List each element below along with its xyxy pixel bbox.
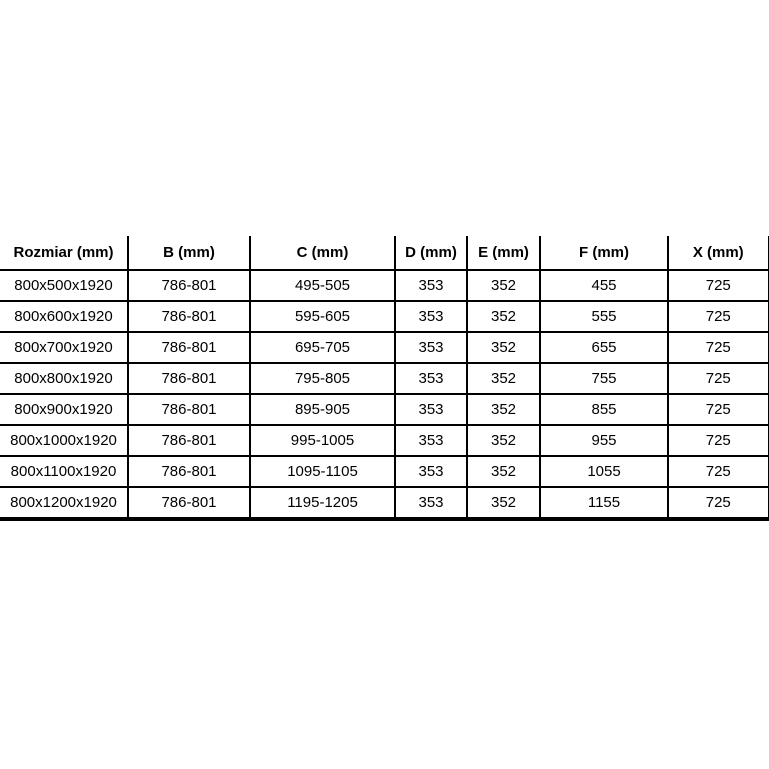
table-cell: 800x1100x1920 — [0, 456, 128, 487]
table-row — [0, 332, 769, 363]
table-cell: 352 — [467, 394, 540, 425]
table-cell: 725 — [668, 425, 769, 456]
table-cell: 895-905 — [250, 394, 395, 425]
table-cell: 595-605 — [250, 301, 395, 332]
column-header: F (mm) — [540, 236, 668, 270]
table-cell: 725 — [668, 363, 769, 394]
table-cell: 495-505 — [250, 270, 395, 301]
table-cell: 755 — [540, 363, 668, 394]
table-cell: 995-1005 — [250, 425, 395, 456]
table-cell: 1155 — [540, 487, 668, 519]
table-cell: 353 — [395, 487, 467, 519]
table-cell: 555 — [540, 301, 668, 332]
table-cell: 1195-1205 — [250, 487, 395, 519]
table-cell: 800x800x1920 — [0, 363, 128, 394]
table-cell: 786-801 — [128, 456, 250, 487]
table-cell: 352 — [467, 270, 540, 301]
table-cell: 1095-1105 — [250, 456, 395, 487]
table-cell: 800x1000x1920 — [0, 425, 128, 456]
table-cell: 786-801 — [128, 487, 250, 519]
table-cell: 725 — [668, 456, 769, 487]
table-cell: 725 — [668, 487, 769, 519]
table-cell: 725 — [668, 332, 769, 363]
table-cell: 353 — [395, 394, 467, 425]
table-body — [0, 270, 769, 519]
table-cell: 786-801 — [128, 363, 250, 394]
table-cell: 1055 — [540, 456, 668, 487]
dimensions-table — [0, 236, 769, 521]
table-row — [0, 394, 769, 425]
table-cell: 695-705 — [250, 332, 395, 363]
table-row — [0, 425, 769, 456]
table-cell: 786-801 — [128, 394, 250, 425]
table-row — [0, 301, 769, 332]
table-cell: 786-801 — [128, 425, 250, 456]
column-header: B (mm) — [128, 236, 250, 270]
table-cell: 800x1200x1920 — [0, 487, 128, 519]
column-header: D (mm) — [395, 236, 467, 270]
table-row — [0, 487, 769, 519]
column-header: E (mm) — [467, 236, 540, 270]
table-row — [0, 363, 769, 394]
table-cell: 786-801 — [128, 270, 250, 301]
table-cell: 786-801 — [128, 332, 250, 363]
table-cell: 353 — [395, 270, 467, 301]
table-row — [0, 456, 769, 487]
table-cell: 725 — [668, 270, 769, 301]
table-cell: 352 — [467, 363, 540, 394]
table-cell: 353 — [395, 332, 467, 363]
column-header: X (mm) — [668, 236, 769, 270]
table-cell: 455 — [540, 270, 668, 301]
table-cell: 352 — [467, 487, 540, 519]
table-cell: 795-805 — [250, 363, 395, 394]
column-header: Rozmiar (mm) — [0, 236, 128, 270]
table-cell: 352 — [467, 301, 540, 332]
table-row — [0, 270, 769, 301]
table-cell: 352 — [467, 456, 540, 487]
table-cell: 800x500x1920 — [0, 270, 128, 301]
table-cell: 800x900x1920 — [0, 394, 128, 425]
header-row — [0, 236, 769, 270]
table-cell: 352 — [467, 425, 540, 456]
column-header: C (mm) — [250, 236, 395, 270]
table-cell: 800x600x1920 — [0, 301, 128, 332]
table-cell: 352 — [467, 332, 540, 363]
table-cell: 800x700x1920 — [0, 332, 128, 363]
table-cell: 955 — [540, 425, 668, 456]
table-cell: 725 — [668, 301, 769, 332]
table-cell: 353 — [395, 425, 467, 456]
table-cell: 353 — [395, 363, 467, 394]
table-cell: 725 — [668, 394, 769, 425]
table-cell: 786-801 — [128, 301, 250, 332]
table-cell: 353 — [395, 456, 467, 487]
table-cell: 855 — [540, 394, 668, 425]
table-cell: 353 — [395, 301, 467, 332]
table-cell: 655 — [540, 332, 668, 363]
